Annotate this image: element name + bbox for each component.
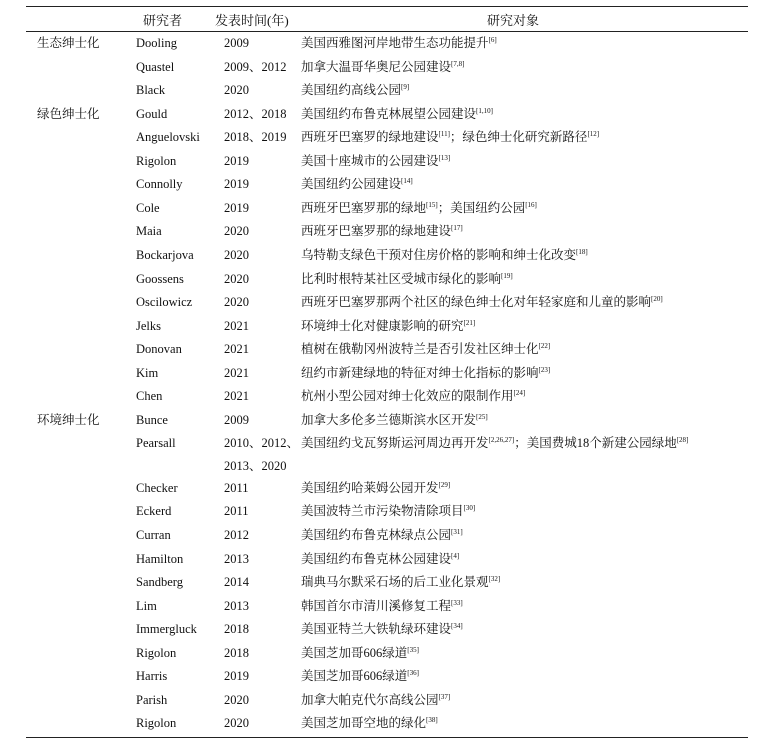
year-cell: 2012、2018 xyxy=(224,106,287,121)
researcher-cell: Gould xyxy=(136,106,168,121)
researcher-cell: Goossens xyxy=(136,271,184,286)
researcher-cell: Maia xyxy=(136,224,162,239)
citation-ref: [4] xyxy=(451,551,460,560)
citation-ref: [2,26,27] xyxy=(488,436,515,445)
table-bottom-rule xyxy=(26,737,748,738)
researcher-cell: Harris xyxy=(136,669,168,684)
researcher-cell: Hamilton xyxy=(136,551,184,566)
table-row xyxy=(0,412,770,436)
researcher-cell: Bunce xyxy=(136,412,168,427)
researcher-cell: Cole xyxy=(136,200,160,215)
year-cell: 2021 xyxy=(224,318,249,333)
table-row xyxy=(0,153,770,177)
object-cell: 纽约市新建绿地的特征对绅士化指标的影响[23] xyxy=(301,365,551,380)
object-cell: 西班牙巴塞罗的绿地建设[11]；绿色绅士化研究新路径[12] xyxy=(301,130,600,145)
header-object: 研究对象 xyxy=(487,13,540,28)
year-cell: 2020 xyxy=(224,271,249,286)
year-cell: 2020 xyxy=(224,692,249,707)
table-row xyxy=(0,82,770,106)
researcher-cell: Curran xyxy=(136,528,171,542)
researcher-cell: Immergluck xyxy=(136,622,197,637)
year-cell: 2021 xyxy=(224,389,249,404)
researcher-cell: Quastel xyxy=(136,59,175,74)
researcher-cell: Lim xyxy=(136,598,157,613)
year-cell: 2019 xyxy=(224,153,249,168)
citation-ref: [16] xyxy=(525,200,537,209)
researcher-cell: Parish xyxy=(136,692,168,707)
year-cell: 2009 xyxy=(224,36,249,50)
table-row xyxy=(0,106,770,130)
researcher-cell: Chen xyxy=(136,389,163,404)
table-row xyxy=(0,341,770,365)
year-cell-continuation: 2013、2020 xyxy=(224,459,287,474)
citation-ref: [21] xyxy=(463,318,476,327)
year-cell: 2019 xyxy=(224,669,249,684)
table-row xyxy=(0,574,770,598)
object-cell: 美国波特兰市污染物清除项目[30] xyxy=(301,504,476,519)
object-cell: 美国亚特兰大铁轨绿环建设[34] xyxy=(301,622,463,637)
category-label: 绿色绅士化 xyxy=(37,106,100,121)
year-cell: 2009、2012 xyxy=(224,59,287,74)
object-cell: 瑞典马尔默采石场的后工业化景观[32] xyxy=(301,575,501,590)
year-cell: 2019 xyxy=(224,177,249,192)
object-cell: 西班牙巴塞罗那的绿地[15]；美国纽约公园[16] xyxy=(301,200,537,215)
table-top-rule xyxy=(26,6,748,7)
citation-ref: [31] xyxy=(451,528,463,536)
year-cell: 2020 xyxy=(224,295,249,310)
citation-ref: [12] xyxy=(587,130,600,139)
citation-ref: [19] xyxy=(501,271,513,280)
table-row xyxy=(0,621,770,645)
table-row xyxy=(0,294,770,318)
year-cell: 2013 xyxy=(224,551,249,566)
year-cell: 2013 xyxy=(224,598,249,613)
header-researcher: 研究者 xyxy=(143,13,183,28)
table-row xyxy=(0,388,770,412)
researcher-cell: Bockarjova xyxy=(136,247,194,262)
citation-ref: [23] xyxy=(538,365,551,374)
object-cell: 美国芝加哥606绿道[36] xyxy=(301,669,419,684)
object-cell: 美国纽约布鲁克林公园建设[4] xyxy=(301,551,460,566)
year-cell: 2021 xyxy=(224,365,249,380)
year-cell: 2020 xyxy=(224,716,249,731)
object-cell: 美国芝加哥空地的绿化[38] xyxy=(301,716,438,731)
table-row xyxy=(0,692,770,716)
table-row xyxy=(0,129,770,153)
table-row xyxy=(0,365,770,389)
year-cell: 2020 xyxy=(224,247,249,262)
year-cell: 2021 xyxy=(224,342,249,357)
object-cell: 乌特勒支绿色干预对住房价格的影响和绅士化改变[18] xyxy=(301,247,588,262)
researcher-cell: Oscilowicz xyxy=(136,295,193,310)
researcher-cell: Connolly xyxy=(136,177,183,192)
object-cell: 杭州小型公园对绅士化效应的限制作用[24] xyxy=(301,389,526,404)
object-cell: 美国纽约布鲁克林绿点公园[31] xyxy=(301,528,463,542)
table-row xyxy=(0,247,770,271)
citation-ref: [33] xyxy=(451,598,463,607)
researcher-cell: Dooling xyxy=(136,36,177,50)
citation-ref: [7,8] xyxy=(451,59,465,68)
researcher-cell: Checker xyxy=(136,480,178,495)
table-row xyxy=(0,598,770,622)
researcher-cell: Rigolon xyxy=(136,716,177,731)
researcher-cell: Sandberg xyxy=(136,575,183,590)
year-cell: 2018 xyxy=(224,622,249,637)
object-cell: 美国纽约布鲁克林展望公园建设[1,10] xyxy=(301,106,493,121)
citation-ref: [24] xyxy=(513,389,526,398)
year-cell: 2019 xyxy=(224,200,249,215)
object-cell: 加拿大多伦多兰德斯滨水区开发[25] xyxy=(301,412,488,427)
table-row xyxy=(0,271,770,295)
citation-ref: [35] xyxy=(407,645,419,654)
object-cell: 美国纽约高线公园[9] xyxy=(301,83,410,98)
year-cell: 2011 xyxy=(224,480,249,495)
researcher-cell: Eckerd xyxy=(136,504,172,519)
year-cell: 2020 xyxy=(224,83,249,98)
object-cell: 美国芝加哥606绿道[35] xyxy=(301,645,419,660)
year-cell: 2011 xyxy=(224,504,249,519)
year-cell: 2020 xyxy=(224,224,249,239)
object-cell: 美国纽约戈瓦努斯运河周边再开发[2,26,27]；美国费城18个新建公园绿地[28] xyxy=(301,436,689,451)
year-cell: 2009 xyxy=(224,412,249,427)
citation-ref: [30] xyxy=(463,504,476,513)
object-cell: 植树在俄勒冈州波特兰是否引发社区绅士化[22] xyxy=(301,342,551,357)
citation-ref: [36] xyxy=(407,669,419,678)
researcher-cell: Jelks xyxy=(136,318,161,333)
researcher-cell: Black xyxy=(136,83,166,98)
citation-ref: [18] xyxy=(576,247,588,256)
researcher-cell: Anguelovski xyxy=(136,130,200,145)
researcher-cell: Pearsall xyxy=(136,436,176,451)
researcher-cell: Rigolon xyxy=(136,645,177,660)
table-row xyxy=(0,480,770,504)
citation-ref: [34] xyxy=(451,622,463,631)
researcher-cell: Kim xyxy=(136,365,159,380)
header-year: 发表时间(年) xyxy=(215,13,289,28)
table-row xyxy=(0,223,770,247)
year-cell: 2018 xyxy=(224,645,249,660)
citation-ref: [25] xyxy=(476,412,488,421)
object-cell: 美国纽约哈莱姆公园开发[29] xyxy=(301,480,451,495)
table-row xyxy=(0,318,770,342)
table-header-rule xyxy=(26,31,748,32)
object-cell: 西班牙巴塞罗那两个社区的绿色绅士化对年轻家庭和儿童的影响[20] xyxy=(301,295,663,310)
citation-ref: [32] xyxy=(488,575,501,584)
object-cell: 美国纽约公园建设[14] xyxy=(301,177,413,192)
table-row xyxy=(0,35,770,59)
citation-ref: [1,10] xyxy=(476,106,493,115)
object-cell: 西班牙巴塞罗那的绿地建设[17] xyxy=(301,224,463,239)
citation-ref: [37] xyxy=(438,692,451,701)
citation-ref: [28] xyxy=(676,436,689,445)
table-row xyxy=(0,435,770,459)
table-row xyxy=(0,503,770,527)
table-row xyxy=(0,715,770,739)
object-cell: 韩国首尔市清川溪修复工程[33] xyxy=(301,598,463,613)
citation-ref: [11] xyxy=(438,130,450,139)
citation-ref: [15] xyxy=(426,200,438,209)
object-cell: 美国十座城市的公园建设[13] xyxy=(301,153,451,168)
year-cell: 2018、2019 xyxy=(224,130,287,145)
table-row xyxy=(0,551,770,575)
citation-ref: [38] xyxy=(426,716,438,725)
table-row xyxy=(0,668,770,692)
year-cell: 2012 xyxy=(224,528,249,542)
table-row xyxy=(0,176,770,200)
table-row xyxy=(0,645,770,669)
object-cell: 比利时根特某社区受城市绿化的影响[19] xyxy=(301,271,513,286)
category-label: 生态绅士化 xyxy=(37,36,100,50)
researcher-cell: Rigolon xyxy=(136,153,177,168)
researcher-cell: Donovan xyxy=(136,342,182,357)
citation-ref: [6] xyxy=(488,36,497,44)
object-cell: 美国西雅图河岸地带生态功能提升[6] xyxy=(301,36,497,50)
citation-ref: [14] xyxy=(401,177,413,186)
citation-ref: [17] xyxy=(451,224,463,233)
citation-ref: [20] xyxy=(651,295,663,304)
citation-ref: [9] xyxy=(401,83,410,92)
year-cell: 2010、2012、 xyxy=(224,436,300,451)
category-label: 环境绅士化 xyxy=(37,412,100,427)
table-row xyxy=(0,59,770,83)
table-row xyxy=(0,200,770,224)
citation-ref: [22] xyxy=(538,342,551,351)
table-row xyxy=(0,527,770,551)
object-cell: 加拿大帕克代尔高线公园[37] xyxy=(301,692,451,707)
citation-ref: [13] xyxy=(438,153,451,162)
citation-ref: [29] xyxy=(438,480,451,489)
year-cell: 2014 xyxy=(224,575,249,590)
object-cell: 环境绅士化对健康影响的研究[21] xyxy=(301,318,476,333)
object-cell: 加拿大温哥华奥尼公园建设[7,8] xyxy=(301,59,465,74)
